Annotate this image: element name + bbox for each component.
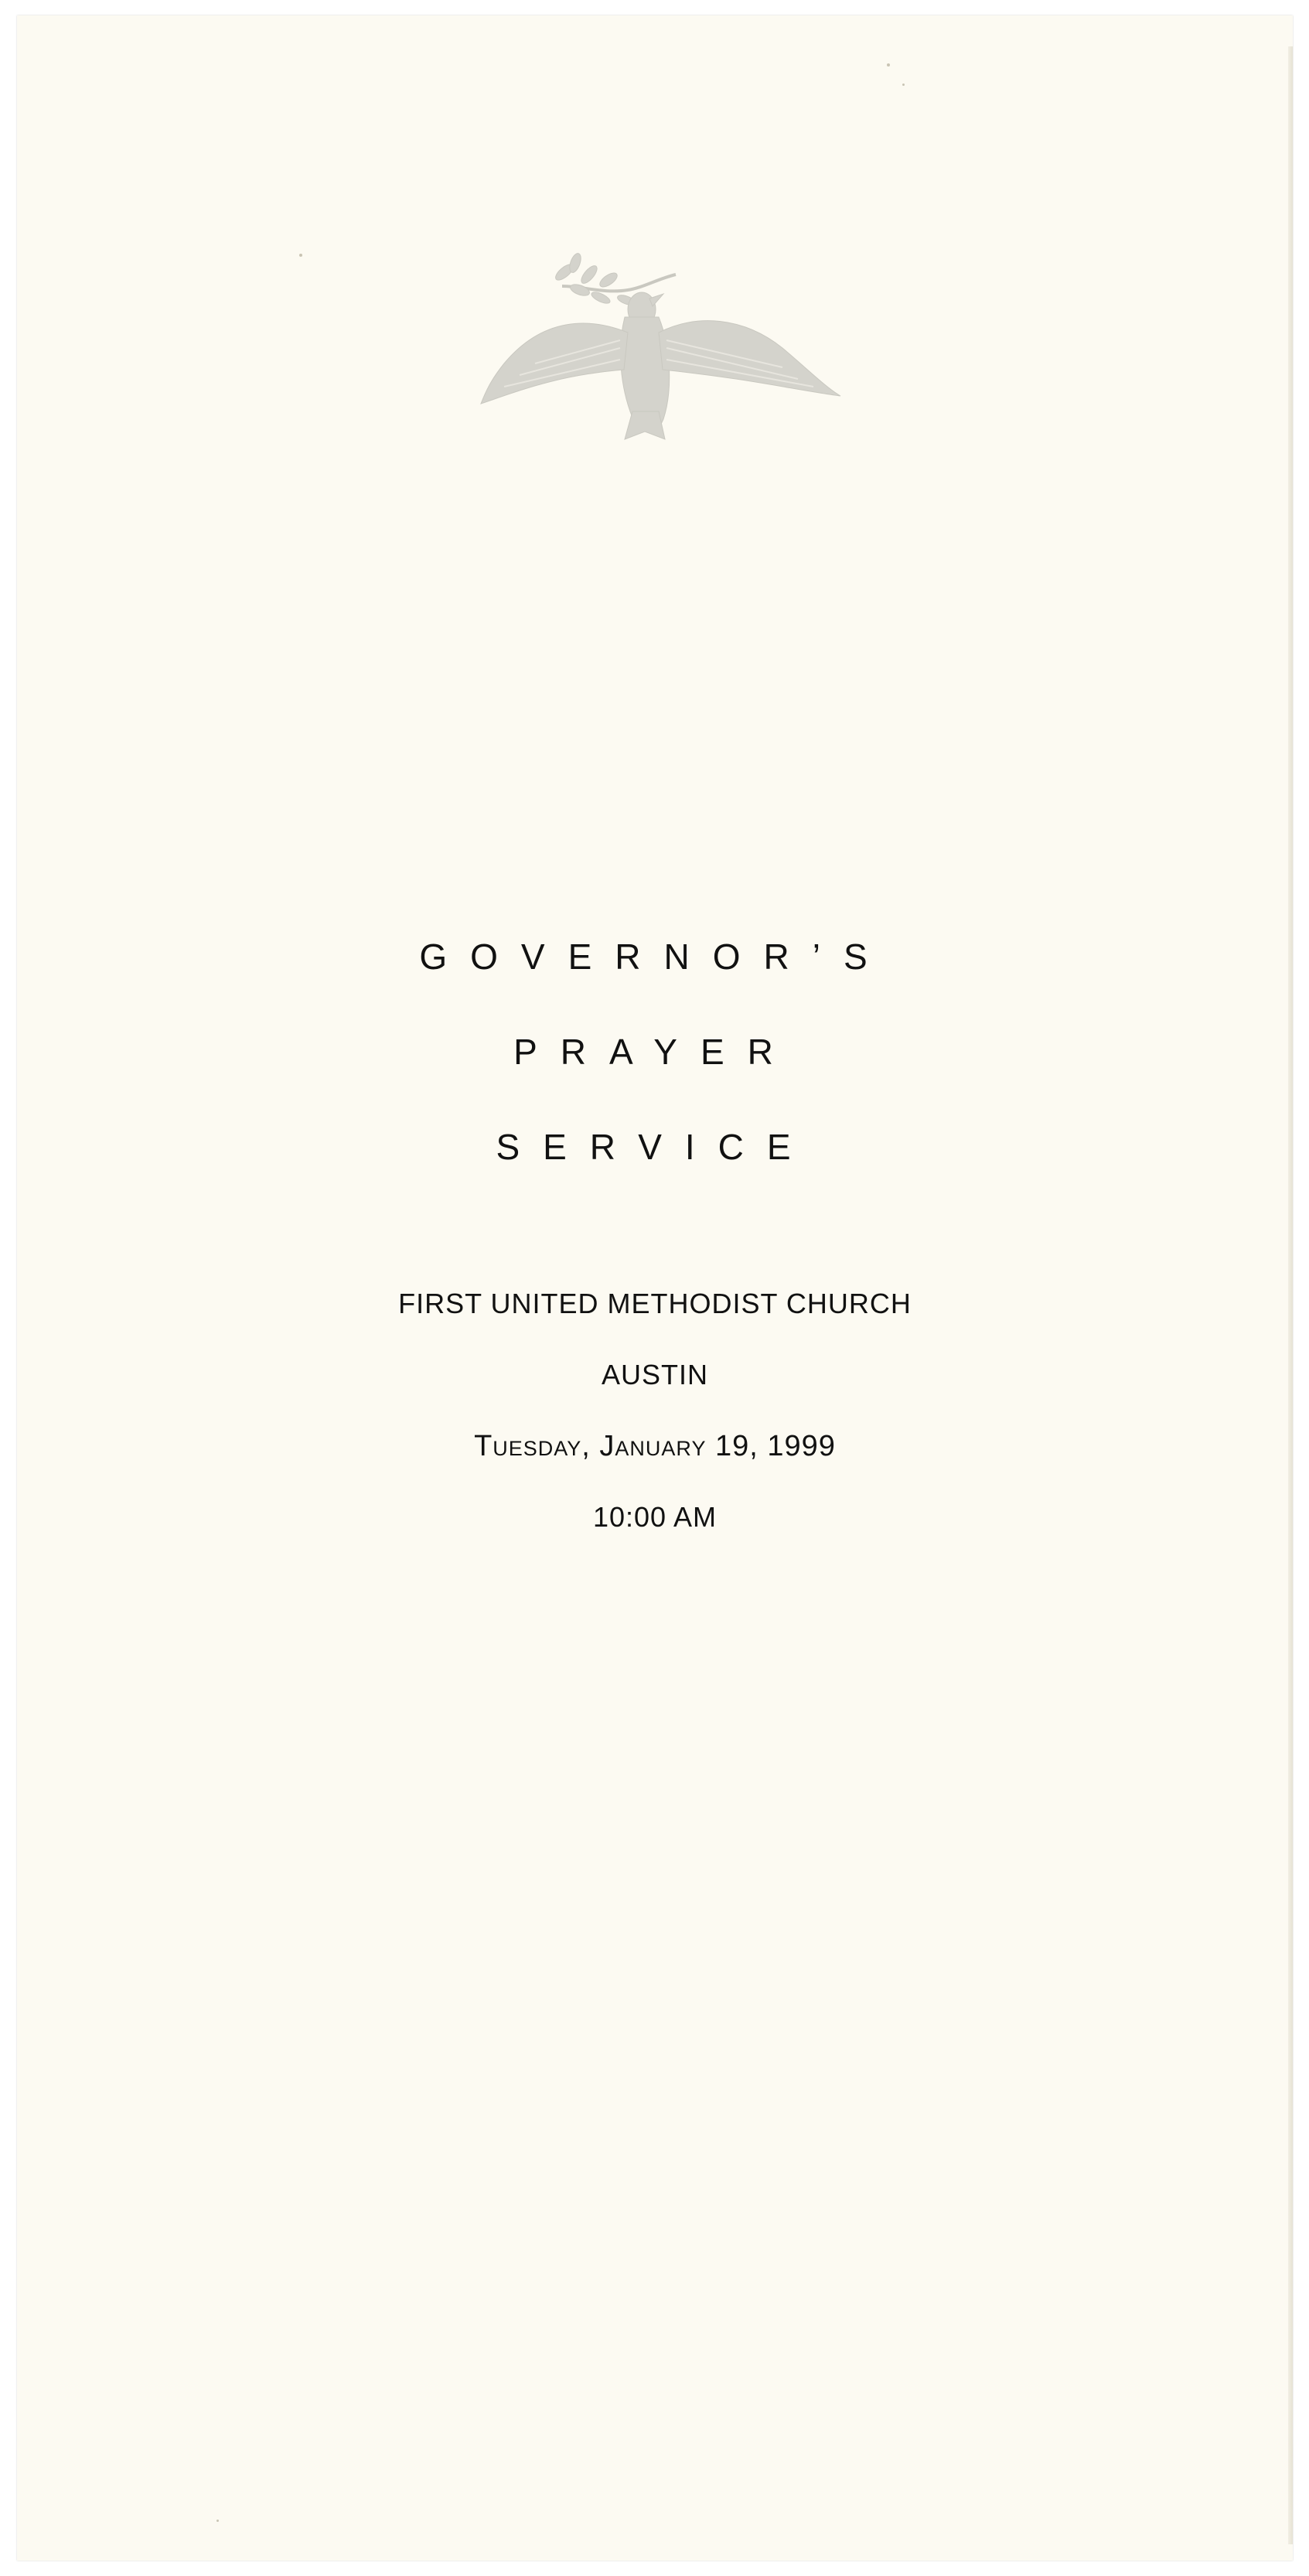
paper-speck xyxy=(902,84,905,86)
service-date: Tuesday, January 19, 1999 xyxy=(474,1430,836,1462)
venue-name: FIRST UNITED METHODIST CHURCH xyxy=(398,1288,912,1319)
dove-with-olive-branch-icon xyxy=(473,232,844,441)
city-name: AUSTIN xyxy=(601,1359,708,1390)
title-line-service: SERVICE xyxy=(496,1127,814,1167)
paper-speck xyxy=(299,254,302,257)
paper-speck xyxy=(887,63,890,67)
paper-speck xyxy=(216,2520,219,2522)
service-time: 10:00 AM xyxy=(592,1501,718,1533)
title-line-prayer: PRAYER xyxy=(513,1032,796,1072)
title-line-governors: GOVERNOR’S xyxy=(419,937,891,977)
program-cover xyxy=(17,15,1293,2561)
